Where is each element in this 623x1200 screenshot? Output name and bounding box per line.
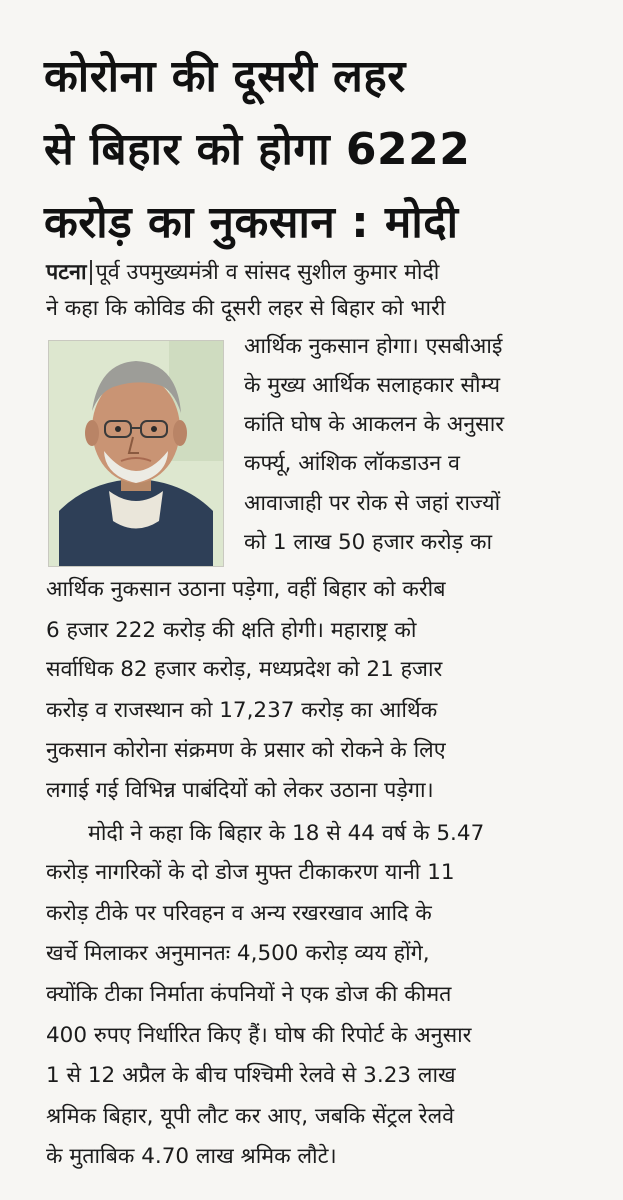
text-line: लगाई गई विभिन्न पाबंदियों को लेकर उठाना पड़ेगा।: [46, 778, 434, 803]
dateline: पटना: [46, 260, 92, 285]
text-line: श्रमिक बिहार, यूपी लौट कर आए, जबकि सेंट्रल रेलवे: [46, 1104, 455, 1129]
text-line: कांति घोष के आकलन के अनुसार: [244, 412, 505, 437]
text-line: 400 रुपए निर्धारित किए हैं। घोष की रिपोर्ट के अनुसार: [46, 1023, 472, 1048]
headline-line: से बिहार को होगा 6222: [44, 124, 471, 175]
text-line: के मुख्य आर्थिक सलाहकार सौम्य: [244, 373, 501, 398]
text-line: के मुताबिक 4.70 लाख श्रमिक लौटे।: [46, 1144, 337, 1169]
text-line: करोड़ व राजस्थान को 17,237 करोड़ का आर्थिक: [46, 698, 438, 723]
text-line: मोदी ने कहा कि बिहार के 18 से 44 वर्ष के 5.47: [88, 821, 485, 846]
text-line: पटना पूर्व उपमुख्यमंत्री व सांसद सुशील कुमार मोदी: [46, 260, 440, 285]
text-line: आवाजाही पर रोक से जहां राज्यों: [244, 491, 501, 516]
headline: [44, 40, 604, 259]
headline-line: करोड़ का नुकसान : मोदी: [44, 197, 459, 248]
text-line: 1 से 12 अप्रैल के बीच पश्चिमी रेलवे से 3.23 लाख: [46, 1063, 456, 1088]
text-line: क्योंकि टीका निर्माता कंपनियों ने एक डोज की कीमत: [46, 982, 452, 1007]
text-line: करोड़ नागरिकों के दो डोज मुफ्त टीकाकरण यानी 11: [46, 860, 455, 885]
text-line: 6 हजार 222 करोड़ की क्षति होगी। महाराष्ट्र को: [46, 618, 417, 643]
portrait-photo: [48, 340, 224, 567]
text-line: आर्थिक नुकसान उठाना पड़ेगा, वहीं बिहार को करीब: [46, 577, 446, 602]
text-line: ने कहा कि कोविड की दूसरी लहर से बिहार को भारी: [46, 296, 446, 321]
text-line: खर्चे मिलाकर अनुमानतः 4,500 करोड़ व्यय होंगे,: [46, 941, 430, 966]
headline-line: कोरोना की दूसरी लहर: [44, 51, 406, 102]
text-line: करोड़ टीके पर परिवहन व अन्य रखरखाव आदि के: [46, 901, 432, 926]
text-line: सर्वाधिक 82 हजार करोड़, मध्यप्रदेश को 21 हजार: [46, 657, 443, 682]
text-line: आर्थिक नुकसान होगा। एसबीआई: [244, 334, 503, 359]
text-line: को 1 लाख 50 हजार करोड़ का: [244, 530, 493, 555]
text-line: नुकसान कोरोना संक्रमण के प्रसार को रोकने के लिए: [46, 738, 446, 763]
portrait-illustration: [49, 341, 223, 566]
text-line: कर्फ्यू, आंशिक लॉकडाउन व: [244, 451, 460, 476]
